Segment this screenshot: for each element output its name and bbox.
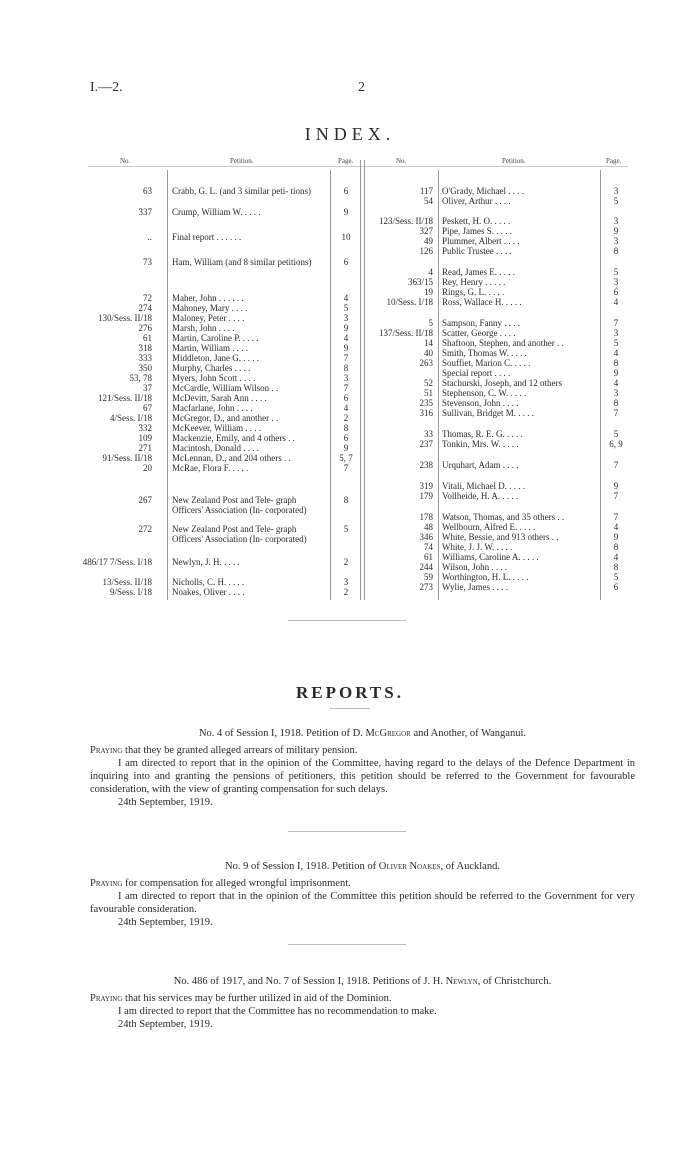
column-rule xyxy=(167,170,168,600)
index-page: 4 xyxy=(343,333,349,343)
index-number: 273 xyxy=(419,582,433,592)
petitioner-name: Newlyn xyxy=(445,976,478,987)
praying-text: for compensation for alleged wrongful imprisonment. xyxy=(122,878,351,889)
index-number: 5 xyxy=(428,318,433,328)
index-page: 8 xyxy=(613,398,619,408)
index-number: 244 xyxy=(419,562,433,572)
index-petition: Macfarlane, John . . . . xyxy=(172,403,253,413)
index-page: 6, 9 xyxy=(609,439,623,449)
report-heading-text: No. 486 of 1917, and No. 7 of Session I, 1918. Petitions of J. H. xyxy=(173,976,446,987)
index-petition: Mahoney, Mary . . . . xyxy=(172,303,248,313)
index-petition: Souffiet, Marion C. . . . . xyxy=(442,358,531,368)
col-header-no-right: No. xyxy=(396,157,407,165)
index-page: 6 xyxy=(343,257,349,267)
index-page: 5 xyxy=(613,267,619,277)
index-petition: Macintosh, Donald . . . . xyxy=(172,443,259,453)
index-page: 8 xyxy=(613,246,619,256)
petitioner-name: Oliver Noakes xyxy=(378,861,441,872)
index-petition: Watson, Thomas, and 35 others . . xyxy=(442,512,565,522)
index-number: 271 xyxy=(138,443,152,453)
column-rule xyxy=(330,170,331,600)
index-number: .. xyxy=(147,232,152,242)
index-petition: McDevitt, Sarah Ann . . . . xyxy=(172,393,267,403)
index-number: 121/Sess. II/18 xyxy=(98,393,152,403)
report-date: 24th September, 1919. xyxy=(118,797,213,808)
index-number: 272 xyxy=(138,524,152,534)
index-number: 4 xyxy=(428,267,433,277)
index-number: 130/Sess. II/18 xyxy=(98,313,152,323)
index-petition: Peskett, H. O. . . . . xyxy=(442,216,511,226)
col-header-no-left: No. xyxy=(120,157,131,165)
report-heading-text: No. 9 of Session I, 1918. Petition of xyxy=(225,861,379,872)
index-number: 363/15 xyxy=(407,277,433,287)
index-number: 237 xyxy=(419,439,433,449)
index-page: 6 xyxy=(343,186,349,196)
index-number: 350 xyxy=(138,363,152,373)
index-number: 10/Sess. I/18 xyxy=(386,297,433,307)
index-petition: Worthington, H. L. . . . . xyxy=(442,572,529,582)
index-number: 40 xyxy=(424,348,433,358)
index-page: 7 xyxy=(613,512,619,522)
index-petition: Rey, Henry . . . . . xyxy=(442,277,506,287)
index-page: 4 xyxy=(613,522,619,532)
index-page: 8 xyxy=(613,562,619,572)
report-1 xyxy=(90,727,635,809)
index-petition: Stachurski, Joseph, and 12 others xyxy=(442,378,562,388)
index-petition: Sampson, Fanny . . . . xyxy=(442,318,521,328)
index-petition: White, Bessie, and 913 others . . xyxy=(442,532,559,542)
praying-label: Praying xyxy=(90,745,123,756)
index-petition: Noakes, Oliver . . . . xyxy=(172,587,245,597)
index-petition: Ross, Wallace H. . . . . xyxy=(442,297,522,307)
index-petition: McCardle, William Wilson . . xyxy=(172,383,279,393)
report-heading-text: and Another, of Wanganui. xyxy=(410,728,527,739)
index-page: 3 xyxy=(343,577,349,587)
index-number: 123/Sess. II/18 xyxy=(379,216,433,226)
index-number: 319 xyxy=(419,481,433,491)
report-2 xyxy=(90,860,635,929)
index-number: 13/Sess. II/18 xyxy=(102,577,152,587)
index-number: 178 xyxy=(419,512,433,522)
index-petition: Shaftoon, Stephen, and another . . xyxy=(442,338,564,348)
praying-line xyxy=(90,877,635,890)
index-petition: Read, James E. . . . . xyxy=(442,267,515,277)
index-petition: Maloney, Peter . . . . xyxy=(172,313,245,323)
index-number: 48 xyxy=(424,522,433,532)
index-number: 72 xyxy=(143,293,152,303)
index-page: 3 xyxy=(343,373,349,383)
index-petition: Urquhart, Adam . . . . xyxy=(442,460,519,470)
index-petition: White, J. J. W. . . . . xyxy=(442,542,513,552)
index-page: 2 xyxy=(343,413,349,423)
index-number: 19 xyxy=(424,287,433,297)
index-page: 7 xyxy=(613,318,619,328)
index-page: 3 xyxy=(343,313,349,323)
index-petition: McLennan, D., and 204 others . . xyxy=(172,453,291,463)
index-number: 109 xyxy=(138,433,152,443)
praying-text: that his services may be further utilized in aid of the Dominion. xyxy=(122,993,392,1004)
report-heading-text: No. 4 of Session I, 1918. Petition of D. xyxy=(198,728,366,739)
index-page: 3 xyxy=(613,277,619,287)
title-rule xyxy=(330,708,370,709)
index-page: 9 xyxy=(343,343,349,353)
index-page: 9 xyxy=(613,481,619,491)
index-petition: Oliver, Arthur . . . . xyxy=(442,196,511,206)
index-petition: Stephenson, C. W. . . . . xyxy=(442,388,527,398)
index-number: 126 xyxy=(419,246,433,256)
report-date: 24th September, 1919. xyxy=(118,917,213,928)
praying-label: Praying xyxy=(90,878,123,889)
column-rule xyxy=(438,170,439,600)
index-number: 346 xyxy=(419,532,433,542)
index-page: 8 xyxy=(613,358,619,368)
index-page: 3 xyxy=(613,186,619,196)
index-title: INDEX. xyxy=(304,124,396,144)
index-page: 4 xyxy=(613,552,619,562)
index-page: 5 xyxy=(613,196,619,206)
index-number: 63 xyxy=(143,186,152,196)
index-petition: McRae, Flora F. . . . . xyxy=(172,463,249,473)
index-petition: New Zealand Post and Tele- graph Officers' Association (In- corporated) xyxy=(172,524,307,544)
index-petition: Plummer, Albert . . . . xyxy=(442,236,520,246)
praying-line xyxy=(90,992,635,1005)
index-petition: Rings, G. L. . . . . xyxy=(442,287,505,297)
index-page: 5 xyxy=(343,524,349,534)
index-number: 14 xyxy=(424,338,433,348)
praying-text: that they be granted alleged arrears of military pension. xyxy=(122,745,358,756)
index-page: 7 xyxy=(613,491,619,501)
index-header-rule xyxy=(88,166,628,167)
index-page: 4 xyxy=(613,378,619,388)
index-petition: Marsh, John . . . . xyxy=(172,323,235,333)
index-number: 276 xyxy=(138,323,152,333)
index-page: 8 xyxy=(343,495,349,505)
index-number: 54 xyxy=(424,196,433,206)
index-page: 8 xyxy=(343,423,349,433)
index-petition: Martin, William . . . . xyxy=(172,343,248,353)
section-divider xyxy=(288,620,406,621)
index-petition: Pipe, James S. . . . . xyxy=(442,226,513,236)
index-page: 6 xyxy=(613,582,619,592)
index-page: 9 xyxy=(343,323,349,333)
index-page: 2 xyxy=(343,587,349,597)
index-number: 316 xyxy=(419,408,433,418)
index-page: 9 xyxy=(343,207,349,217)
index-page: 4 xyxy=(613,348,619,358)
index-page: 10 xyxy=(341,232,351,242)
index-petition: McGregor, D., and another . . xyxy=(172,413,279,423)
index-number: 332 xyxy=(138,423,152,433)
index-petition: Nicholls, C. H. . . . . xyxy=(172,577,245,587)
page-number: 2 xyxy=(358,80,365,95)
index-petition: Sullivan, Bridget M. . . . . xyxy=(442,408,534,418)
index-page: 4 xyxy=(613,297,619,307)
column-rule xyxy=(360,160,361,600)
col-header-petition-left: Petition. xyxy=(230,157,254,165)
index-petition: Crabb, G. L. (and 3 similar peti- tions) xyxy=(172,186,311,196)
index-petition: Middleton, Jane G. . . . . xyxy=(172,353,259,363)
index-number: 91/Sess. II/18 xyxy=(102,453,152,463)
report-heading-text: , of Auckland. xyxy=(440,861,500,872)
index-petition: Tonkin, Mrs. W. . . . . xyxy=(442,439,519,449)
index-number: 486/17 7/Sess. I/18 xyxy=(82,557,152,567)
report-body: I am directed to report that in the opinion of the Committee this petition should be referred to the Government for very favourable consideration. xyxy=(90,891,635,915)
index-number: 274 xyxy=(138,303,152,313)
index-number: 67 xyxy=(143,403,152,413)
index-petition: Vitali, Michael D. . . . . xyxy=(442,481,525,491)
index-number: 61 xyxy=(424,552,433,562)
index-page: 9 xyxy=(613,368,619,378)
report-date: 24th September, 1919. xyxy=(118,1019,213,1030)
index-page: 5 xyxy=(613,572,619,582)
index-page: 5, 7 xyxy=(339,453,353,463)
index-page: 7 xyxy=(613,460,619,470)
index-petition: Wilson, John . . . . xyxy=(442,562,508,572)
index-page: 5 xyxy=(343,303,349,313)
index-petition: Thomas, R. E. G. . . . . xyxy=(442,429,523,439)
index-petition: Final report . . . . . . xyxy=(172,232,242,242)
index-petition: Maher, John . . . . . . xyxy=(172,293,244,303)
report-heading xyxy=(90,727,635,740)
index-page: 8 xyxy=(613,542,619,552)
col-header-page-left: Page. xyxy=(338,157,354,165)
index-petition: Ham, William (and 8 similar petitions) xyxy=(172,257,312,267)
document-code: I.—2. xyxy=(90,80,123,95)
index-page: 2 xyxy=(343,557,349,567)
index-number: 20 xyxy=(143,463,152,473)
section-divider xyxy=(288,831,406,832)
praying-line xyxy=(90,744,635,757)
index-number: 51 xyxy=(424,388,433,398)
index-petition: McKeever, William . . . . xyxy=(172,423,262,433)
index-page: 4 xyxy=(343,293,349,303)
index-page: 9 xyxy=(613,226,619,236)
report-heading-text: , of Christchurch. xyxy=(477,976,552,987)
index-page: 5 xyxy=(613,338,619,348)
index-page: 6 xyxy=(343,433,349,443)
index-petition: Mackenzie, Emily, and 4 others . . xyxy=(172,433,295,443)
index-number: 238 xyxy=(419,460,433,470)
index-petition: Public Trustee . . . . xyxy=(442,246,512,256)
index-number: 333 xyxy=(138,353,152,363)
index-petition: Murphy, Charles . . . . xyxy=(172,363,251,373)
report-heading xyxy=(90,975,635,988)
index-number: 37 xyxy=(143,383,152,393)
index-page: 7 xyxy=(343,353,349,363)
index-number: 9/Sess. I/18 xyxy=(109,587,152,597)
index-number: 267 xyxy=(138,495,152,505)
index-page: 3 xyxy=(613,388,619,398)
index-number: 73 xyxy=(143,257,152,267)
index-page: 6 xyxy=(343,393,349,403)
index-number: 52 xyxy=(424,378,433,388)
index-number: 263 xyxy=(419,358,433,368)
index-number: 179 xyxy=(419,491,433,501)
index-page: 4 xyxy=(343,403,349,413)
index-number: 59 xyxy=(424,572,433,582)
index-page: 9 xyxy=(343,443,349,453)
index-page: 7 xyxy=(343,383,349,393)
col-header-petition-right: Petition. xyxy=(502,157,526,165)
index-petition: Stevenson, John . . . . xyxy=(442,398,519,408)
index-petition: Special report . . . . xyxy=(442,368,511,378)
index-petition: Newlyn, J. H. . . . . xyxy=(172,557,240,567)
index-number: 74 xyxy=(424,542,433,552)
index-petition: Williams, Caroline A. . . . . xyxy=(442,552,539,562)
index-number: 117 xyxy=(419,186,433,196)
index-page: 7 xyxy=(343,463,349,473)
index-page: 5 xyxy=(613,429,619,439)
index-number: 53, 78 xyxy=(129,373,152,383)
index-number: 327 xyxy=(419,226,433,236)
index-petition: Scatter, George . . . . xyxy=(442,328,516,338)
index-number: 337 xyxy=(138,207,152,217)
reports-title: REPORTS. xyxy=(296,683,404,702)
index-page: 7 xyxy=(613,408,619,418)
report-body: I am directed to report that in the opinion of the Committee, having regard to the delays of the Defence Department in inquiring into and granting the pensions of petitioners, this petition should be referred to the Government for favourable consideration, with the view of granting compensation for such delays. xyxy=(90,758,635,795)
index-page: 6 xyxy=(613,287,619,297)
index-number: 61 xyxy=(143,333,152,343)
index-petition: Wellbourn, Alfred E. . . . . xyxy=(442,522,536,532)
section-divider xyxy=(288,944,406,945)
index-petition: Wylie, James . . . . xyxy=(442,582,508,592)
index-page: 9 xyxy=(613,532,619,542)
index-number: 49 xyxy=(424,236,433,246)
index-petition: Vollheide, H. A. . . . . xyxy=(442,491,519,501)
report-3 xyxy=(90,975,635,1031)
index-petition: New Zealand Post and Tele- graph Officers' Association (In- corporated) xyxy=(172,495,307,515)
index-number: 4/Sess. I/18 xyxy=(109,413,152,423)
index-petition: O'Grady, Michael . . . . xyxy=(442,186,525,196)
report-heading xyxy=(90,860,635,873)
index-page: 8 xyxy=(343,363,349,373)
index-page: 3 xyxy=(613,328,619,338)
index-petition: Crump, William W. . . . . xyxy=(172,207,261,217)
index-number: 137/Sess. II/18 xyxy=(379,328,433,338)
index-petition: Martin, Caroline P. . . . . xyxy=(172,333,259,343)
index-number: 318 xyxy=(138,343,152,353)
report-body: I am directed to report that the Committee has no recommendation to make. xyxy=(118,1006,437,1017)
index-page: 3 xyxy=(613,236,619,246)
column-rule xyxy=(600,170,601,600)
index-petition: Myers, John Scott . . . . xyxy=(172,373,256,383)
index-number: 33 xyxy=(424,429,433,439)
praying-label: Praying xyxy=(90,993,123,1004)
index-page: 3 xyxy=(613,216,619,226)
index-petition: Smith, Thomas W. . . . . xyxy=(442,348,527,358)
col-header-page-right: Page. xyxy=(606,157,622,165)
petitioner-name: McGregor xyxy=(365,728,411,739)
index-number: 235 xyxy=(419,398,433,408)
